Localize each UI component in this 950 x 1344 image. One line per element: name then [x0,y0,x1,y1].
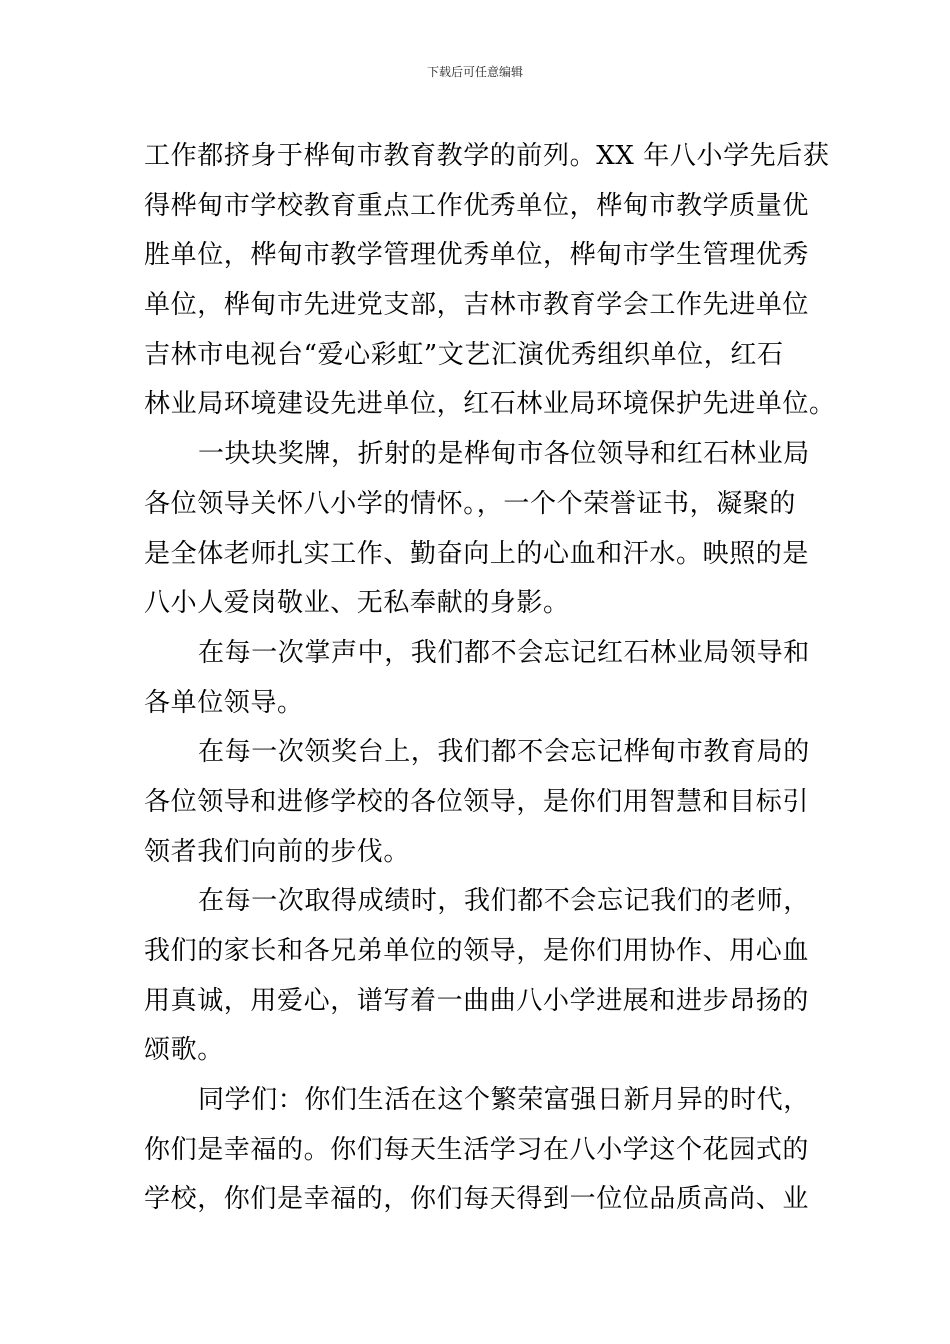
paragraph-line-1: 工作都挤身于桦甸市教育教学的前列。XX 年八小学先后获 [144,141,830,171]
paragraph-line-9: 是全体老师扎实工作、勤奋向上的心血和汗水。映照的是 [144,538,810,569]
paragraph-line-12: 各单位领导。 [144,687,304,718]
paragraph-line-20: 同学们：你们生活在这个繁荣富强日新月异的时代， [198,1085,810,1116]
paragraph-line-22: 学校，你们是幸福的，你们每天得到一位位品质高尚、业 [144,1184,810,1215]
paragraph-line-18: 用真诚，用爱心，谱写着一曲曲八小学进展和进步昂扬的 [144,985,810,1016]
paragraph-line-8: 各位领导关怀八小学的情怀。，一个个荣誉证书，凝聚的 [144,488,797,519]
paragraph-line-5: 吉林市电视台“爱心彩虹”文艺汇演优秀组织单位，红石 [144,339,784,370]
page-header: 下载后可任意编辑 [426,65,523,79]
paragraph-line-11: 在每一次掌声中，我们都不会忘记红石林业局领导和 [198,637,810,668]
paragraph-line-17: 我们的家长和各兄弟单位的领导，是你们用协作、用心血 [144,936,810,966]
paragraph-line-2: 得桦甸市学校教育重点工作优秀单位，桦甸市教学质量优 [144,190,810,221]
paragraph-line-7: 一块块奖牌，折射的是桦甸市各位领导和红石林业局 [198,439,810,470]
paragraph-line-4: 单位，桦甸市先进党支部，吉林市教育学会工作先进单位 [144,290,810,321]
paragraph-line-15: 领者我们向前的步伐。 [144,836,411,867]
paragraph-line-3: 胜单位，桦甸市教学管理优秀单位，桦甸市学生管理优秀 [144,240,810,271]
paragraph-line-10: 八小人爱岗敬业、无私奉献的身影。 [144,588,570,619]
paragraph-line-16: 在每一次取得成绩时，我们都不会忘记我们的老师， [198,886,810,917]
paragraph-line-6: 林业局环境建设先进单位，红石林业局环境保护先进单位。 [144,389,836,420]
paragraph-line-21: 你们是幸福的。你们每天生活学习在八小学这个花园式的 [144,1134,810,1165]
paragraph-line-14: 各位领导和进修学校的各位领导，是你们用智慧和目标引 [144,786,810,817]
document-body [144,132,836,1225]
paragraph-line-19: 颂歌。 [144,1035,224,1066]
paragraph-line-13: 在每一次领奖台上，我们都不会忘记桦甸市教育局的 [198,737,810,768]
